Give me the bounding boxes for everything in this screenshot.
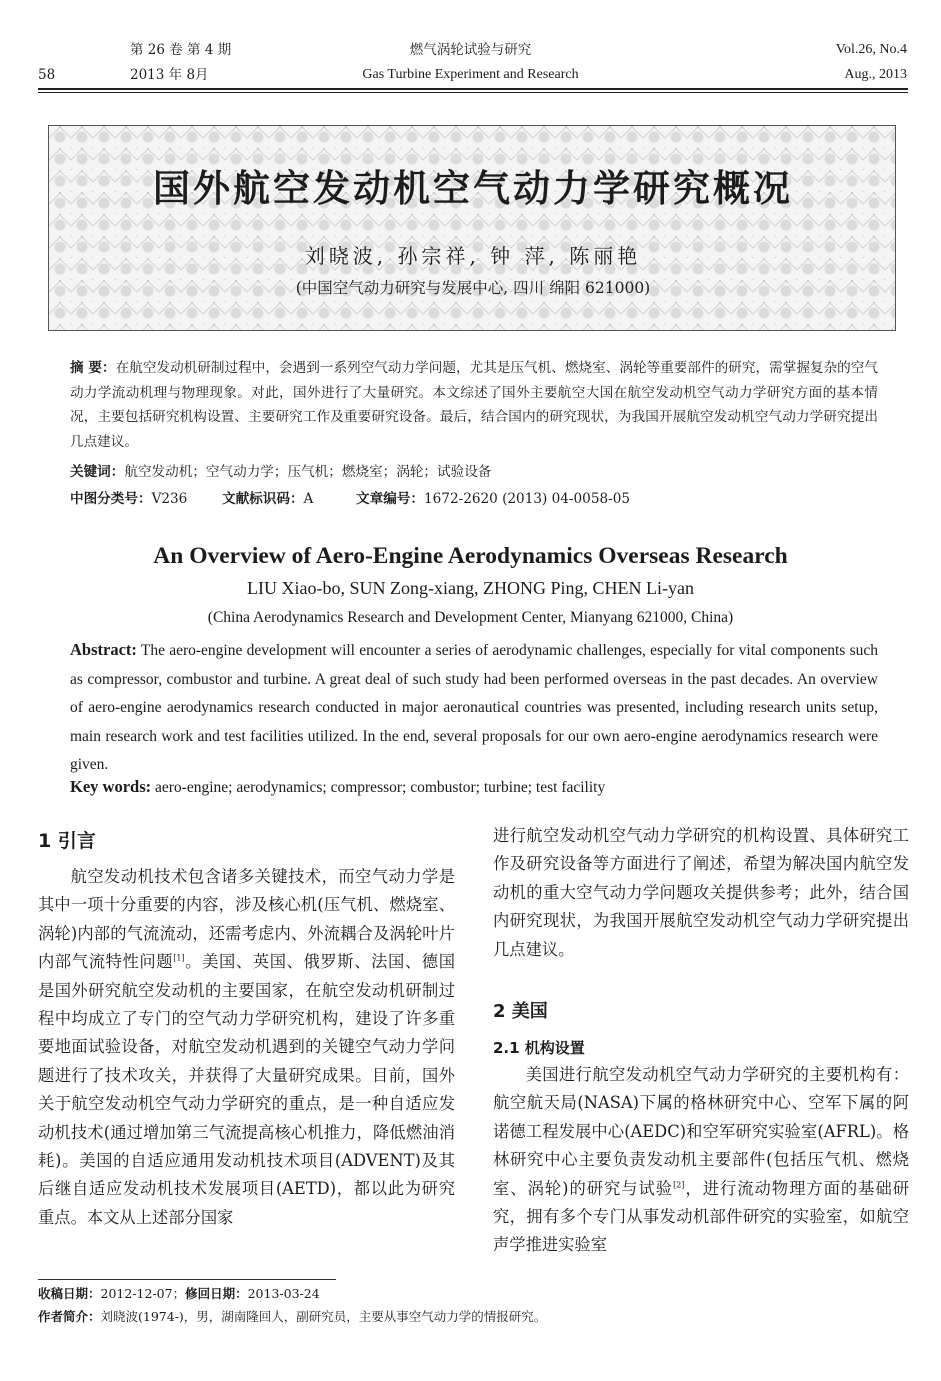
clc-value: V236: [151, 491, 188, 507]
article-number-label: 文章编号：: [356, 491, 424, 507]
abstract-cn-text: 在航空发动机研制过程中，会遇到一系列空气动力学问题，尤其是压气机、燃烧室、涡轮等重要部件的研究，需掌握复杂的空气动力学流动机理与物理现象。对此，国外进行了大量研究。本文综述了国外主要航空大国在航空发动机空气动力学研究方面的基本情况，主要包括研究机构设置、主要研究工作及重要研究设备。最后，结合国内的研究现状，为我国开展航空发动机空气动力学研究提出几点建议。: [70, 360, 879, 450]
abstract-en-label: Abstract:: [70, 640, 137, 659]
date-en: Aug., 2013: [844, 67, 907, 82]
paper-title-cn: 国外航空发动机空气动力学研究概况: [153, 167, 793, 210]
authors-cn: 刘晓波, 孙宗祥, 钟 萍, 陈丽艳: [304, 244, 642, 268]
section-1-heading: 1 引言: [38, 830, 96, 852]
section-2-paragraph: 美国进行航空发动机空气动力学研究的主要机构有：航空航天局(NASA)下属的格林研究中心、空军下属的阿诺德工程发展中心(AEDC)和空军研究实验室(AFRL)。格林研究中心主要负责发动机主要部件(包括压气机、燃烧室、涡轮)的研究与试验[2]，进行流动物理方面的基础研究，拥有多个专门从事发动机部件研究的实验室，如航空声学推进实验室: [493, 1065, 909, 1255]
article-number-value: 1672-2620 (2013) 04-0058-05: [424, 491, 631, 507]
paper-title-en: An Overview of Aero-Engine Aerodynamics Overseas Research: [153, 543, 788, 569]
abstract-en-text: The aero-engine development will encounter a series of aerodynamic challenges, especially for vital components such as compressor, combustor and turbine. A great deal of such study had been performed overseas in the past decades. An overview of aero-engine aerodynamics research conducted in major aeronautical countries was presented, including research units setup, main research work and test facilities utilized. In the end, several proposals for our own aero-engine aerodynamics research were given.: [70, 642, 878, 773]
abstract-cn-label: 摘 要：: [70, 360, 116, 376]
author-bio: 作者简介：刘晓波(1974-)，男，湖南隆回人，副研究员，主要从事空气动力学的情报研究。: [38, 1309, 547, 1324]
header-rule-thin: [38, 92, 908, 93]
classification-line: [70, 487, 630, 507]
doc-code-value: A: [303, 491, 314, 507]
volume-cn: 第 26 卷 第 4 期: [130, 42, 232, 58]
date-cn: 2013 年 8月: [130, 67, 209, 83]
affiliation-cn: (中国空气动力研究与发展中心, 四川 绵阳 621000): [295, 279, 651, 297]
received-date: 收稿日期：2012-12-07；修回日期：2013-03-24: [38, 1286, 320, 1301]
keywords-cn-label: 关键词：: [70, 464, 125, 480]
abstract-en: [70, 636, 878, 780]
header-rule: [38, 88, 908, 90]
section-2-heading: 2 美国: [493, 1001, 548, 1022]
affiliation-en: (China Aerodynamics Research and Development Center, Mianyang 621000, China): [207, 609, 734, 626]
journal-title-cn: 燃气涡轮试验与研究: [409, 42, 532, 58]
title-banner: [48, 125, 896, 331]
keywords-cn: [70, 460, 491, 480]
keywords-en: [70, 777, 605, 797]
keywords-cn-text: 航空发动机；空气动力学；压气机；燃烧室；涡轮；试验设备: [124, 464, 492, 480]
section-1-column-right: [493, 822, 909, 964]
journal-title-en: Gas Turbine Experiment and Research: [362, 67, 579, 82]
keywords-en-label: Key words:: [70, 777, 152, 796]
page-number: 58: [38, 67, 56, 83]
citation-2: [2]: [673, 1180, 685, 1190]
volume-en: Vol.26, No.4: [835, 42, 907, 57]
authors-en: LIU Xiao-bo, SUN Zong-xiang, ZHONG Ping, CHEN Li-yan: [247, 578, 694, 598]
footnote-rule: [38, 1279, 336, 1280]
section-1-column-left: [38, 863, 455, 1232]
section-2-column: [493, 1061, 909, 1260]
keywords-en-text: aero-engine; aerodynamics; compressor; combustor; turbine; test facility: [155, 779, 606, 796]
clc-label: 中图分类号：: [70, 491, 152, 507]
subsection-2-1-heading: 2.1 机构设置: [493, 1039, 585, 1057]
section-1-paragraph-continued: 进行航空发动机空气动力学研究的机构设置、具体研究工作及研究设备等方面进行了阐述，希望为解决国内航空发动机的重大空气动力学问题攻关提供参考；此外，结合国内研究现状，为我国开展航空发动机空气动力学研究提出几点建议。: [493, 826, 909, 959]
abstract-cn: [70, 356, 878, 454]
section-1-paragraph: 航空发动机技术包含诸多关键技术，而空气动力学是其中一项十分重要的内容，涉及核心机(压气机、燃烧室、涡轮)内部的气流流动，还需考虑内、外流耦合及涡轮叶片内部气流特性问题[1]。美国、英国、俄罗斯、法国、德国是国外研究航空发动机的主要国家，在航空发动机研制过程中均成立了专门的空气动力学研究机构，建设了许多重要地面试验设备，对航空发动机遇到的关键空气动力学问题进行了技术攻关，并获得了大量研究成果。目前，国外关于航空发动机空气动力学研究的重点，是一种自适应发动机技术(通过增加第三气流提高核心机推力，降低燃油消耗)。美国的自适应通用发动机技术项目(ADVENT)及其后继自适应发动机技术发展项目(AETD)，都以此为研究重点。本文从上述部分国家: [38, 867, 455, 1227]
doc-code-label: 文献标识码：: [221, 491, 304, 507]
citation-1: [1]: [173, 953, 185, 963]
